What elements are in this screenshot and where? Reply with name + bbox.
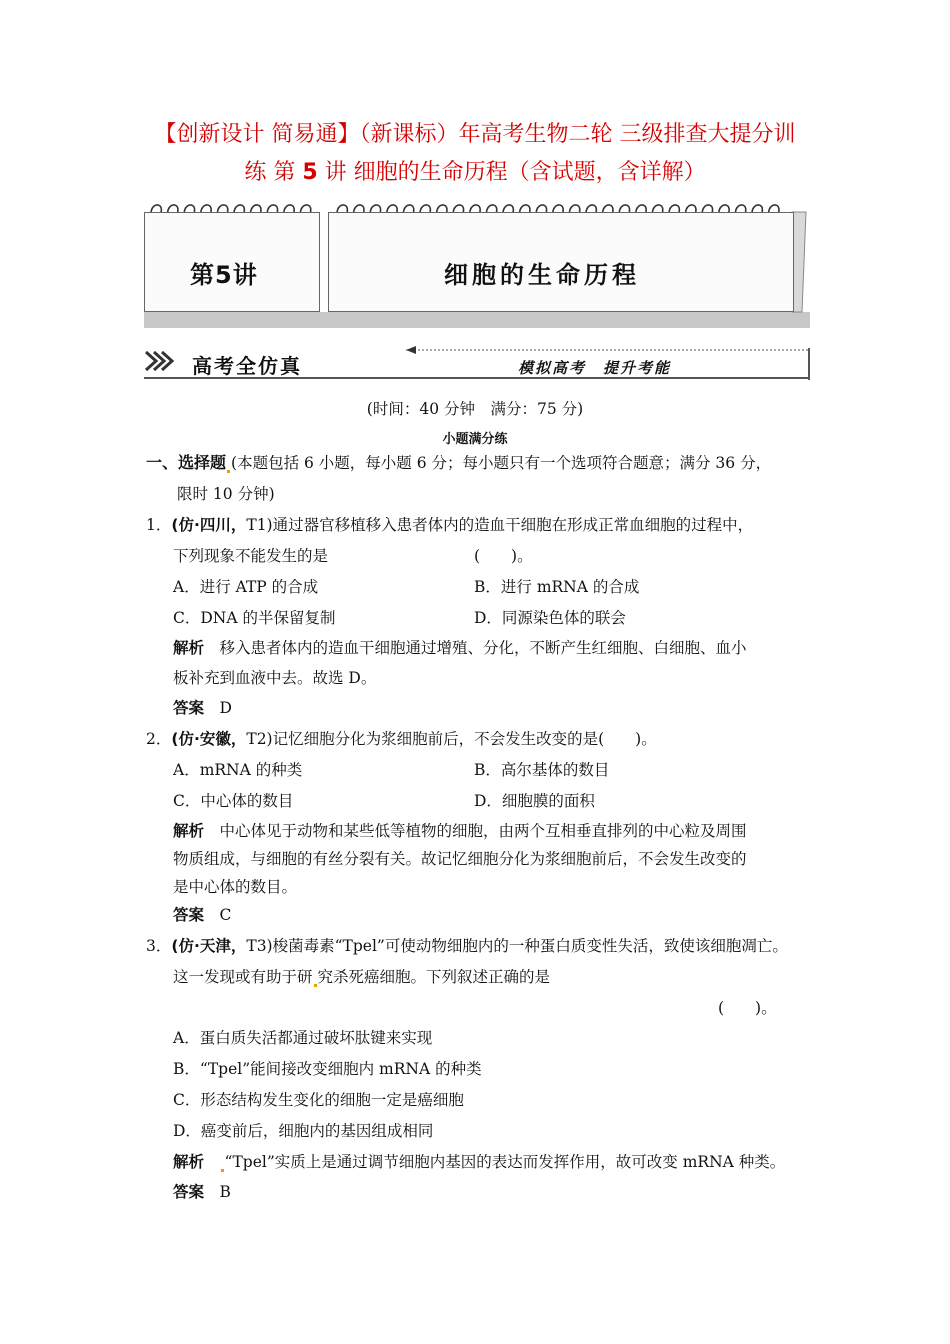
question-1-line2: 下列现象不能发生的是 [173,547,329,565]
question-1-blank: ( )。 [474,547,533,565]
question-3-option-d: D．癌变前后，细胞内的基因组成相同 [173,1122,434,1140]
question-2-tag: (仿·安徽， [171,730,247,748]
section1-title: 一、选择题 [146,453,227,472]
question-2-analysis-line2: 物质组成，与细胞的有丝分裂有关。故记忆细胞分化为浆细胞前后，不会发生改变的 [173,850,747,868]
question-3-answer [173,1182,231,1202]
section1-heading [146,453,771,473]
question-3-line2a: 这一发现或有助于研 [173,968,313,986]
subheading: 小题满分练 [442,432,508,447]
question-3-analysis [173,1152,785,1172]
question-1-option-a: A．进行 ATP 的合成 [173,578,319,596]
question-3-blank: ( )。 [718,999,777,1017]
section-bar [144,344,814,382]
question-2-analysis-line1 [173,821,747,841]
question-1-line1: T1)通过器官移植移入患者体内的造血干细胞在形成正常血细胞的过程中， [246,516,754,534]
section1-desc-line1: (本题包括 6 小题，每小题 6 分；每小题只有一个选项符合题意；满分 36 分， [231,454,772,472]
question-1-answer [173,698,232,718]
document-title-line1: 【创新设计 简易通】（新课标）年高考生物二轮 三级排查大提分训 [154,122,796,147]
question-2-stem [146,729,657,749]
question-2-option-b: B．高尔基体的数目 [474,761,610,779]
section1-desc-line2: 限时 10 分钟) [177,485,275,503]
question-3-number: 3． [146,937,172,955]
question-2-option-a: A．mRNA 的种类 [173,761,303,779]
question-1-analysis-line2: 板补充到血液中去。故选 D。 [173,669,377,687]
question-2-answer [173,905,231,925]
question-3-analysis-label: 解析 [173,1153,205,1171]
question-3-line1: T3)梭菌毒素“Tpel”可使动物细胞内的一种蛋白质变性失活，致使该细胞凋亡。 [246,937,788,955]
question-1-answer-value: D [219,699,232,717]
document-title-line2 [0,155,950,191]
question-2-number: 2． [146,730,172,748]
question-2-answer-value: C [219,906,232,924]
question-3-answer-label: 答案 [173,1183,205,1201]
question-3-stem [146,936,788,956]
chapter-banner [144,200,810,332]
question-1-answer-label: 答案 [173,699,205,717]
title-line2-prefix: 练 第 [244,160,296,185]
section-bar-label: 高考全仿真 [192,354,302,378]
question-3-line2b: 究杀死癌细胞。下列叙述正确的是 [317,968,551,986]
question-3-option-a: A．蛋白质失活都通过破坏肽键来实现 [173,1029,433,1047]
question-3-analysis-text1: “Tpel”实质上是通过调节细胞内基因的表达而发挥作用，故可改变 mRNA 种类。 [224,1153,786,1171]
title-lecture-number: 5 [302,160,318,185]
question-1-option-b: B．进行 mRNA 的合成 [474,578,640,596]
question-3-answer-value: B [219,1183,231,1201]
question-2-answer-label: 答案 [173,906,205,924]
question-2-analysis-line3: 是中心体的数目。 [173,878,298,896]
question-1-analysis-text1: 移入患者体内的造血干细胞通过增殖、分化，不断产生红细胞、白细胞、血小 [219,639,747,657]
question-1-option-d: D．同源染色体的联会 [474,609,626,627]
question-2-analysis-text1: 中心体见于动物和某些低等植物的细胞，由两个互相垂直排列的中心粒及周围 [219,822,747,840]
title-line2-suffix: 讲 细胞的生命历程（含试题，含详解） [324,160,706,185]
question-1-option-c: C．DNA 的半保留复制 [173,609,336,627]
time-limit: (时间：40 分钟 满分：75 分) [366,400,584,418]
question-3-option-b: B．“Tpel”能间接改变细胞内 mRNA 的种类 [173,1060,482,1078]
section-bar-slogan: 模拟高考 提升考能 [518,359,672,377]
question-2-option-d: D．细胞膜的面积 [474,792,595,810]
lecture-label: 第5讲 [190,261,258,289]
question-1-analysis-label: 解析 [173,639,205,657]
question-3-tag: (仿·天津， [171,937,247,955]
question-2-line1: T2)记忆细胞分化为浆细胞前后，不会发生改变的是( )。 [246,730,657,748]
question-3-line2 [173,967,550,987]
question-1-number: 1． [146,516,172,534]
question-1-tag: (仿·四川， [171,516,247,534]
topic-label: 细胞的生命历程 [444,261,640,289]
question-3-option-c: C．形态结构发生变化的细胞一定是癌细胞 [173,1091,464,1109]
question-2-option-c: C．中心体的数目 [173,792,294,810]
question-1-stem [146,515,753,535]
question-1-analysis-line1 [173,638,747,658]
question-2-analysis-label: 解析 [173,822,205,840]
